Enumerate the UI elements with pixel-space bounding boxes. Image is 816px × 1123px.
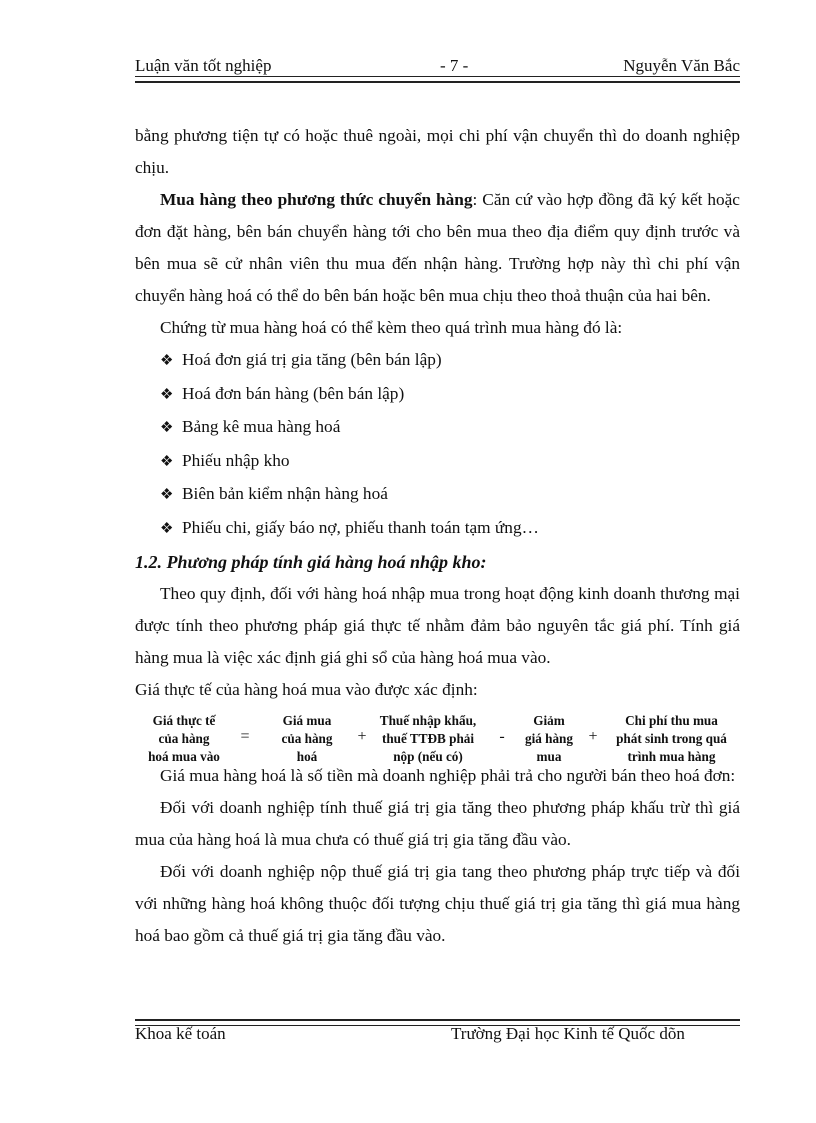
diamond-bullet-icon: ❖ (160, 487, 174, 503)
formula-term-purchase-price: Giá mua của hàng hoá (281, 713, 333, 764)
section-heading: 1.2. Phương pháp tính giá hàng hoá nhập kho: (135, 552, 487, 572)
page-body (135, 120, 740, 952)
diamond-bullet-icon: ❖ (160, 520, 174, 537)
header-rule (135, 76, 740, 83)
paragraph-8: Đối với doanh nghiệp nộp thuế giá trị gia tang theo phương pháp trực tiếp và đối với những hàng hoá không thuộc đối tượng chịu thuế giá trị gia tăng thì giá mua hàng hoá bao gồm cả thuế giá trị gia tăng đầu vào. (135, 862, 740, 945)
paragraph-4: Theo quy định, đối với hàng hoá nhập mua trong hoạt động kinh doanh thương mại được tính theo phương pháp giá thực tế nhằm đảm bảo nguyên tắc giá phí. Tính giá hàng mua là việc xác định giá ghi sổ của hàng hoá mua vào. (135, 584, 740, 667)
footer-faculty: Khoa kế toán (135, 1024, 226, 1043)
header-author: Nguyễn Văn Bắc (623, 56, 740, 75)
formula-term-actual-price: Giá thực tế của hàng hoá mua vào (148, 713, 220, 764)
list-item: ❖ Hoá đơn bán hàng (bên bán lập) (135, 378, 740, 412)
diamond-bullet-icon: ❖ (160, 353, 174, 369)
formula-term-import-tax: Thuế nhập khẩu, thuế TTĐB phải nộp (nếu có) (379, 713, 477, 764)
paragraph-7: Đối với doanh nghiệp tính thuế giá trị gia tăng theo phương pháp khấu trừ thì giá mua của hàng hoá là mua chưa có thuế giá trị gia tăng đầu vào. (135, 798, 740, 849)
diamond-bullet-icon: ❖ (160, 420, 174, 436)
header-page-number: - 7 - (440, 56, 469, 75)
formula-minus: - (499, 728, 505, 745)
diamond-bullet-icon: ❖ (160, 453, 174, 470)
list-item: ❖ Hoá đơn giá trị gia tăng (bên bán lập) (135, 344, 740, 378)
paragraph-6: Giá mua hàng hoá là số tiền mà doanh nghiệp phải trả cho người bán theo hoá đơn: (160, 766, 736, 785)
paragraph-5: Giá thực tế của hàng hoá mua vào được xác định: (135, 680, 478, 699)
paragraph-3: Chứng từ mua hàng hoá có thể kèm theo quá trình mua hàng đó là: (160, 318, 623, 337)
formula-plus: + (357, 728, 367, 745)
paragraph-2 (135, 184, 740, 312)
list-item: ❖ Phiếu chi, giấy báo nợ, phiếu thanh toán tạm ứng… (135, 512, 740, 546)
paragraph-2-text: : Căn cứ vào hợp đồng đã ký kết hoặc đơn đặt hàng, bên bán chuyển hàng tới cho bên mua theo địa điểm quy định trước và bên mua sẽ cử nhân viên thu mua đến nhận hàng. Trường hợp này thì chi phí vận chuyển hàng hoá có thể do bên bán hoặc bên mua chịu theo thoả thuận của hai bên. (135, 190, 740, 305)
list-item: ❖ Phiếu nhập kho (135, 445, 740, 479)
price-formula (135, 712, 740, 766)
header-thesis-title: Luận văn tốt nghiệp (135, 56, 272, 75)
formula-equals: = (240, 728, 250, 745)
formula-term-purchasing-cost: Chi phí thu mua phát sinh trong quá trình mua hàng (616, 713, 727, 764)
diamond-bullet-icon: ❖ (160, 386, 174, 403)
list-item: ❖ Biên bản kiểm nhận hàng hoá (135, 478, 740, 512)
paragraph-2-lead: Mua hàng theo phương thức chuyển hàng (160, 190, 473, 209)
document-list (135, 344, 740, 545)
page-footer (135, 1024, 740, 1046)
list-item: ❖ Bảng kê mua hàng hoá (135, 411, 740, 445)
page-header (135, 56, 740, 78)
footer-university: Trường Đại học Kinh tế Quốc dõn (451, 1024, 685, 1043)
paragraph-1: bằng phương tiện tự có hoặc thuê ngoài, mọi chi phí vận chuyển thì do doanh nghiệp chịu. (135, 126, 740, 177)
formula-term-discount: Giảm giá hàng mua (524, 713, 573, 764)
formula-plus: + (588, 728, 598, 745)
